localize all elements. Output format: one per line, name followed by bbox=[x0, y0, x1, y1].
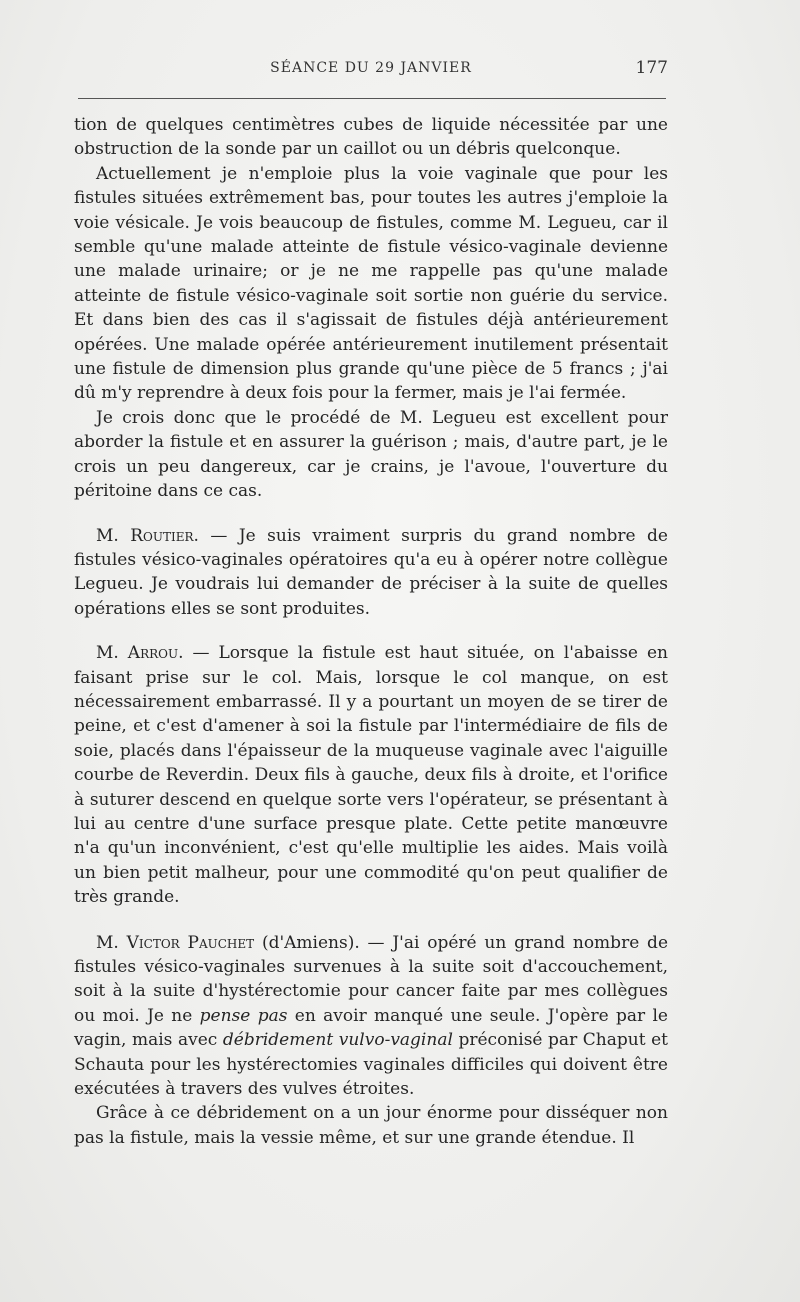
speech-text: en avoir manqué une seule. J'opère par le vagin, mais avec bbox=[74, 1005, 668, 1051]
page-header bbox=[74, 60, 668, 86]
running-head: SÉANCE DU 29 JANVIER bbox=[270, 60, 472, 76]
speaker-paragraph-routier bbox=[74, 524, 668, 622]
paragraph: Grâce à ce débridement on a un jour énorme pour disséquer non pas la fistule, mais la vessie même, et sur une grande étendue. Il bbox=[74, 1103, 668, 1148]
speech-text: — Lorsque la fistule est haut située, on l'abaisse en faisant prise sur le col. Mais, lorsque le col manque, on est nécessairement embarrassé. Il y a pourtant un moyen de se tirer de peine, et c'est d'amener à soi la fistule par l'intermédiaire de fils de soie, placés dans l'épaisseur de la muqueuse vaginale avec l'aiguille courbe de Reverdin. Deux fils à gauche, deux fils à droite, et l'orifice à suturer descend en quelque sorte vers l'opérateur, se présentant à lui au centre d'une surface presque plate. Cette petite manœuvre n'a qu'un inconvénient, c'est qu'elle multiplie les aides. Mais voilà un bien petit malheur, pour une commodité qu'on peut qualifier de très grande. bbox=[74, 643, 668, 908]
speaker-paragraph-pauchet bbox=[74, 931, 668, 1102]
speaker-name: M. Arrou. bbox=[96, 643, 184, 664]
speaker-paragraph-arrou bbox=[74, 641, 668, 909]
document-body bbox=[74, 113, 668, 1150]
speech-text: — Je suis vraiment surpris du grand nombre de fistules vésico-vaginales opératoires qu'a eu à opérer notre collègue Legueu. Je voudrais lui demander de préciser à la suite de quelles opérations elles se sont produites. bbox=[74, 525, 668, 619]
speaker-name: M. Victor Pauchet bbox=[96, 932, 255, 953]
paragraph: Je crois donc que le procédé de M. Legueu est excellent pour aborder la fistule et en assurer la guérison ; mais, d'autre part, je le crois un peu dangereux, car je crains, je l'avoue, l'ouverture du péritoine dans ce cas. bbox=[74, 407, 668, 502]
paragraph: Actuellement je n'emploie plus la voie vaginale que pour les fistules situées extrêmement bas, pour toutes les autres j'emploie la voie vésicale. Je vois beaucoup de fistules, comme M. Legueu, car il semble qu'une malade atteinte de fistule vésico-vaginale devienne une malade urinaire; or je ne me rappelle pas qu'une malade atteinte de fistule vésico-vaginale soit sortie non guérie du service. Et dans bien des cas il s'agissait de fistules déjà antérieurement opérées. Une malade opérée antérieurement inutilement présentait une fistule de dimension plus grande qu'une pièce de 5 francs ; j'ai dû m'y reprendre à deux fois pour la fermer, mais je l'ai fermée. bbox=[74, 163, 668, 404]
speaker-name: M. Routier. bbox=[96, 525, 199, 546]
speech-text: (d'Amiens). — J'ai opéré un grand nombre de fistules vésico-vaginales survenues à la suite soit d'accouchement, soit à la suite d'hystérectomie pour cancer faite par mes collègues ou moi. Je ne bbox=[74, 932, 669, 1026]
italic-text: pense pas bbox=[199, 1005, 288, 1026]
header-rule bbox=[78, 98, 666, 99]
paragraph-continuation: tion de quelques centimètres cubes de liquide nécessitée par une obstruction de la sonde par un caillot ou un débris quelconque. bbox=[74, 115, 668, 160]
speech-text: préconisé par Chaput et Schauta pour les hystérectomies vaginales difficiles qui doivent être exécutées à travers des vulves étroites. bbox=[74, 1030, 668, 1100]
italic-text: débridement vulvo-vaginal bbox=[222, 1030, 453, 1051]
page-number: 177 bbox=[635, 58, 668, 78]
